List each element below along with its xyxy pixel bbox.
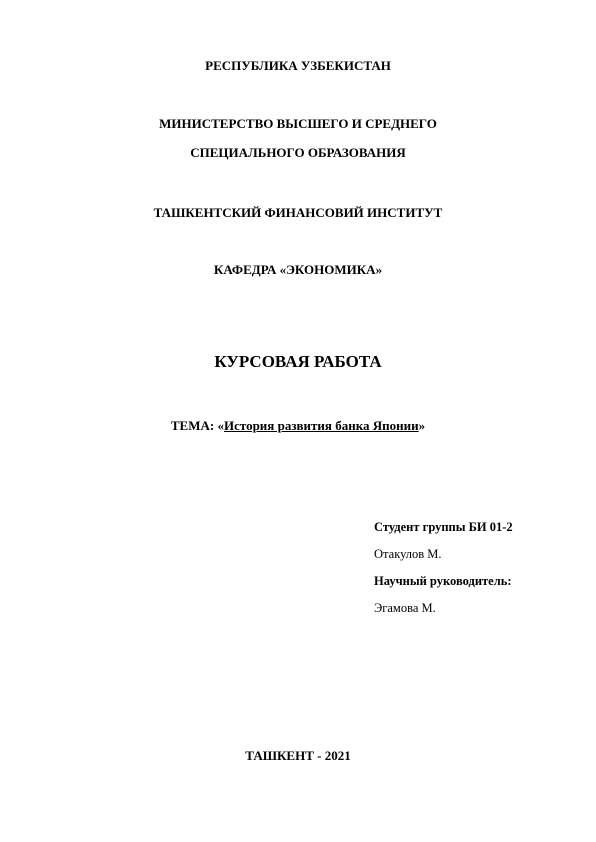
department-heading: КАФЕДРА «ЭКОНОМИКА»: [213, 262, 383, 277]
topic-close: »: [418, 418, 426, 433]
student-label: Студент группы БИ 01-2: [374, 520, 513, 534]
supervisor-label: Научный руководитель:: [374, 574, 512, 588]
institute-heading: ТАШКЕНТСКИЙ ФИНАНСОВИЙ ИНСТИТУТ: [153, 205, 443, 220]
student-name: Отакулов М.: [374, 547, 442, 561]
ministry-heading-line2: СПЕЦИАЛЬНОГО ОБРАЗОВАНИЯ: [190, 145, 406, 160]
supervisor-name: Эгамова М.: [374, 601, 436, 615]
topic-text: История развития банка Японии: [223, 418, 419, 433]
document-title: КУРСОВАЯ РАБОТА: [214, 352, 382, 371]
topic-line: [0, 418, 596, 434]
footer-city-year: ТАШКЕНТ - 2021: [245, 748, 351, 763]
topic-label: ТЕМА: «: [170, 418, 224, 433]
country-heading: РЕСПУБЛИКА УЗБЕКИСТАН: [205, 58, 391, 73]
ministry-heading-line1: МИНИСТЕРСТВО ВЫСШЕГО И СРЕДНЕГО: [159, 116, 437, 131]
